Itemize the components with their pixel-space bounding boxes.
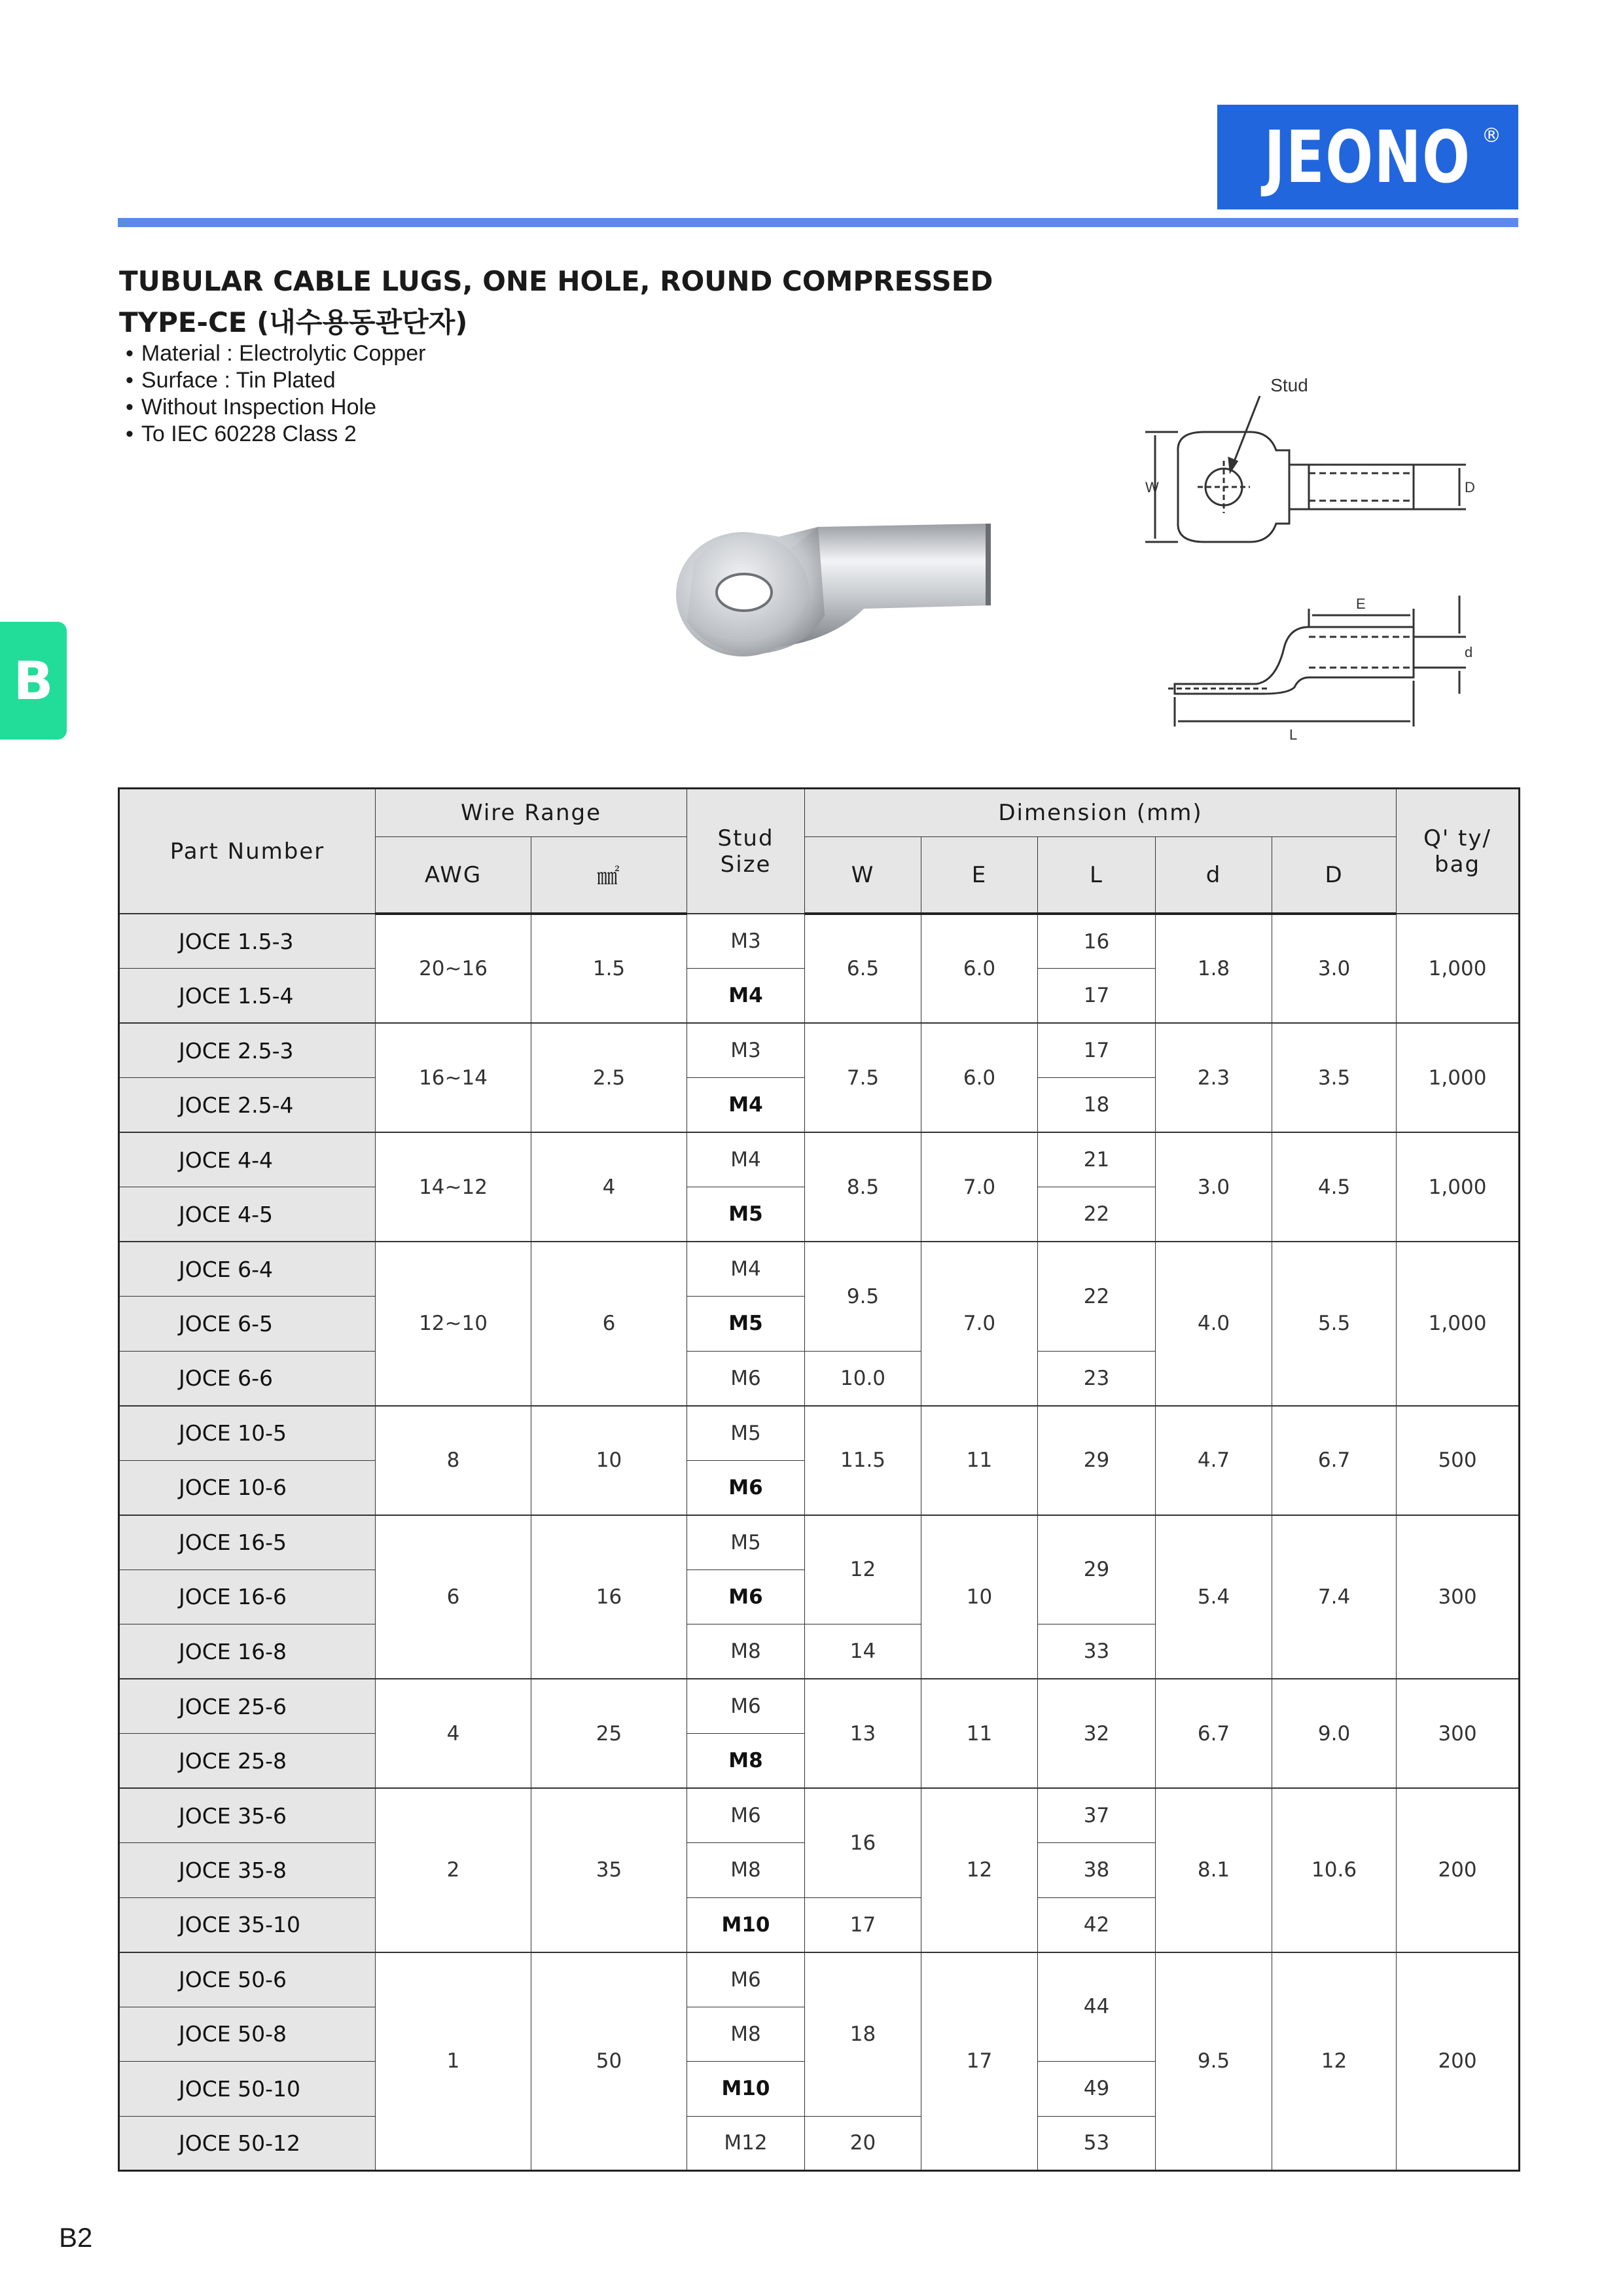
table-row: [119, 1406, 1520, 1461]
d-large-cell: 12: [1272, 1952, 1397, 2171]
product-type: TYPE-CE (내수용동관단자): [119, 306, 468, 338]
d-large-cell: 9.0: [1272, 1679, 1397, 1788]
awg-cell: 16~14: [376, 1023, 531, 1132]
d-large-cell: 6.7: [1272, 1406, 1397, 1515]
stud-size-cell: M6: [687, 1570, 805, 1624]
l-cell: 29: [1038, 1406, 1156, 1515]
feature-standard: • To IEC 60228 Class 2: [126, 421, 426, 448]
stud-size-cell: M12: [687, 2116, 805, 2171]
stud-size-cell: M6: [687, 1351, 805, 1406]
d-lower-label: d: [1465, 644, 1473, 660]
header-awg: AWG: [376, 837, 531, 914]
header-d-large: D: [1272, 837, 1397, 914]
d-large-cell: 3.0: [1272, 914, 1397, 1023]
d-small-cell: 6.7: [1156, 1679, 1272, 1788]
technical-drawing: [1113, 367, 1479, 746]
table-row: [119, 1788, 1520, 1843]
l-cell: 17: [1038, 969, 1156, 1024]
part-number-cell: JOCE 1.5-4: [119, 969, 376, 1024]
e-cell: 7.0: [921, 1132, 1038, 1242]
qty-cell: 1,000: [1397, 1132, 1520, 1242]
header-e: E: [921, 837, 1038, 914]
mm2-cell: 25: [531, 1679, 687, 1788]
feature-surface: • Surface : Tin Plated: [126, 367, 426, 394]
mm2-cell: 1.5: [531, 914, 687, 1023]
e-cell: 11: [921, 1406, 1038, 1515]
stud-size-cell: M6: [687, 1679, 805, 1734]
header-part-number: Part Number: [119, 789, 376, 914]
qty-cell: 300: [1397, 1515, 1520, 1679]
registered-mark: ®: [1482, 124, 1501, 147]
stud-size-cell: M8: [687, 1624, 805, 1679]
header-stud-size: Stud Size: [687, 789, 805, 914]
part-number-cell: JOCE 6-6: [119, 1351, 376, 1406]
stud-size-cell: M4: [687, 1242, 805, 1297]
part-number-cell: JOCE 6-4: [119, 1242, 376, 1297]
stud-label: Stud: [1270, 375, 1308, 395]
part-number-cell: JOCE 50-8: [119, 2007, 376, 2062]
stud-size-cell: M10: [687, 2062, 805, 2117]
part-number-cell: JOCE 16-5: [119, 1515, 376, 1570]
header-mm2: ㎟: [531, 837, 687, 914]
part-number-cell: JOCE 4-4: [119, 1132, 376, 1187]
part-number-cell: JOCE 1.5-3: [119, 914, 376, 969]
header-w: W: [805, 837, 921, 914]
feature-list: [126, 340, 426, 448]
w-cell: 6.5: [805, 914, 921, 1023]
part-number-cell: JOCE 35-6: [119, 1788, 376, 1843]
d-large-cell: 7.4: [1272, 1515, 1397, 1679]
mm2-cell: 10: [531, 1406, 687, 1515]
awg-cell: 20~16: [376, 914, 531, 1023]
table-row: [119, 1679, 1520, 1734]
qty-cell: 1,000: [1397, 1023, 1520, 1132]
l-cell: 37: [1038, 1788, 1156, 1843]
part-number-cell: JOCE 35-8: [119, 1843, 376, 1898]
stud-size-cell: M3: [687, 914, 805, 969]
stud-size-cell: M10: [687, 1897, 805, 1952]
stud-size-cell: M6: [687, 1952, 805, 2007]
brand-logo: [1217, 105, 1518, 209]
l-cell: 33: [1038, 1624, 1156, 1679]
e-cell: 10: [921, 1515, 1038, 1679]
part-number-cell: JOCE 2.5-3: [119, 1023, 376, 1078]
l-cell: 21: [1038, 1132, 1156, 1187]
w-cell: 9.5: [805, 1242, 921, 1351]
part-number-cell: JOCE 10-6: [119, 1460, 376, 1515]
awg-cell: 1: [376, 1952, 531, 2171]
qty-cell: 200: [1397, 1788, 1520, 1952]
awg-cell: 8: [376, 1406, 531, 1515]
header-wire-range: Wire Range: [376, 789, 687, 837]
spec-table-body: [119, 914, 1520, 2171]
table-row: [119, 914, 1520, 969]
stud-size-cell: M4: [687, 969, 805, 1024]
d-upper-label: D: [1465, 479, 1475, 495]
l-cell: 53: [1038, 2116, 1156, 2171]
d-small-cell: 8.1: [1156, 1788, 1272, 1952]
table-row: [119, 1023, 1520, 1078]
stud-size-cell: M5: [687, 1187, 805, 1242]
qty-cell: 500: [1397, 1406, 1520, 1515]
table-row: [119, 1132, 1520, 1187]
w-cell: 18: [805, 1952, 921, 2117]
w-cell: 16: [805, 1788, 921, 1897]
stud-size-cell: M3: [687, 1023, 805, 1078]
header-rule: [118, 218, 1518, 227]
table-row: [119, 1515, 1520, 1570]
mm2-cell: 50: [531, 1952, 687, 2171]
d-small-cell: 9.5: [1156, 1952, 1272, 2171]
stud-size-cell: M8: [687, 1734, 805, 1789]
part-number-cell: JOCE 50-12: [119, 2116, 376, 2171]
mm2-cell: 4: [531, 1132, 687, 1242]
w-cell: 20: [805, 2116, 921, 2171]
d-large-cell: 10.6: [1272, 1788, 1397, 1952]
mm2-cell: 2.5: [531, 1023, 687, 1132]
table-row: [119, 1952, 1520, 2007]
l-cell: 23: [1038, 1351, 1156, 1406]
d-small-cell: 4.7: [1156, 1406, 1272, 1515]
awg-cell: 14~12: [376, 1132, 531, 1242]
product-title: TUBULAR CABLE LUGS, ONE HOLE, ROUND COMPRESSED: [119, 265, 993, 297]
feature-material: • Material : Electrolytic Copper: [126, 340, 426, 367]
d-small-cell: 3.0: [1156, 1132, 1272, 1242]
part-number-cell: JOCE 50-6: [119, 1952, 376, 2007]
part-number-cell: JOCE 35-10: [119, 1897, 376, 1952]
part-number-cell: JOCE 50-10: [119, 2062, 376, 2117]
qty-cell: 1,000: [1397, 914, 1520, 1023]
w-cell: 11.5: [805, 1406, 921, 1515]
part-number-cell: JOCE 16-6: [119, 1570, 376, 1624]
d-small-cell: 2.3: [1156, 1023, 1272, 1132]
d-large-cell: 4.5: [1272, 1132, 1397, 1242]
d-small-cell: 4.0: [1156, 1242, 1272, 1406]
e-label: E: [1356, 596, 1366, 612]
d-small-cell: 5.4: [1156, 1515, 1272, 1679]
l-cell: 42: [1038, 1897, 1156, 1952]
e-cell: 7.0: [921, 1242, 1038, 1406]
part-number-cell: JOCE 16-8: [119, 1624, 376, 1679]
d-large-cell: 3.5: [1272, 1023, 1397, 1132]
header-d-small: d: [1156, 837, 1272, 914]
l-cell: 22: [1038, 1187, 1156, 1242]
d-small-cell: 1.8: [1156, 914, 1272, 1023]
stud-size-cell: M4: [687, 1078, 805, 1133]
l-cell: 44: [1038, 1952, 1156, 2062]
feature-inspection: • Without Inspection Hole: [126, 394, 426, 421]
w-cell: 17: [805, 1897, 921, 1952]
d-large-cell: 5.5: [1272, 1242, 1397, 1406]
l-cell: 18: [1038, 1078, 1156, 1133]
e-cell: 11: [921, 1679, 1038, 1788]
stud-size-cell: M8: [687, 1843, 805, 1898]
l-cell: 38: [1038, 1843, 1156, 1898]
mm2-cell: 6: [531, 1242, 687, 1406]
l-cell: 49: [1038, 2062, 1156, 2117]
section-tab: B: [0, 622, 67, 740]
awg-cell: 4: [376, 1679, 531, 1788]
stud-size-cell: M8: [687, 2007, 805, 2062]
awg-cell: 12~10: [376, 1242, 531, 1406]
brand-name: JEONO: [1264, 115, 1472, 199]
stud-size-cell: M6: [687, 1460, 805, 1515]
header-qty: Q' ty/ bag: [1397, 789, 1520, 914]
w-cell: 14: [805, 1624, 921, 1679]
page-number: B2: [59, 2222, 93, 2253]
w-cell: 7.5: [805, 1023, 921, 1132]
w-cell: 8.5: [805, 1132, 921, 1242]
awg-cell: 6: [376, 1515, 531, 1679]
header-l: L: [1038, 837, 1156, 914]
e-cell: 17: [921, 1952, 1038, 2171]
l-cell: 17: [1038, 1023, 1156, 1078]
header-dimension: Dimension (mm): [805, 789, 1397, 837]
qty-cell: 1,000: [1397, 1242, 1520, 1406]
stud-size-cell: M5: [687, 1515, 805, 1570]
spec-table: [118, 787, 1520, 2172]
qty-cell: 200: [1397, 1952, 1520, 2171]
part-number-cell: JOCE 10-5: [119, 1406, 376, 1461]
w-cell: 13: [805, 1679, 921, 1788]
stud-size-cell: M5: [687, 1297, 805, 1352]
part-number-cell: JOCE 4-5: [119, 1187, 376, 1242]
l-cell: 32: [1038, 1679, 1156, 1788]
w-cell: 12: [805, 1515, 921, 1624]
part-number-cell: JOCE 25-6: [119, 1679, 376, 1734]
stud-size-cell: M6: [687, 1788, 805, 1843]
stud-size-cell: M5: [687, 1406, 805, 1461]
part-number-cell: JOCE 2.5-4: [119, 1078, 376, 1133]
l-label: L: [1289, 726, 1298, 743]
mm2-cell: 35: [531, 1788, 687, 1952]
qty-cell: 300: [1397, 1679, 1520, 1788]
e-cell: 12: [921, 1788, 1038, 1952]
awg-cell: 2: [376, 1788, 531, 1952]
stud-size-cell: M4: [687, 1132, 805, 1187]
l-cell: 22: [1038, 1242, 1156, 1351]
e-cell: 6.0: [921, 914, 1038, 1023]
e-cell: 6.0: [921, 1023, 1038, 1132]
w-cell: 10.0: [805, 1351, 921, 1406]
part-number-cell: JOCE 6-5: [119, 1297, 376, 1352]
l-cell: 29: [1038, 1515, 1156, 1624]
table-row: [119, 1242, 1520, 1297]
w-label: W: [1145, 479, 1159, 495]
part-number-cell: JOCE 25-8: [119, 1734, 376, 1789]
l-cell: 16: [1038, 914, 1156, 969]
product-photo: [668, 511, 1008, 668]
mm2-cell: 16: [531, 1515, 687, 1679]
